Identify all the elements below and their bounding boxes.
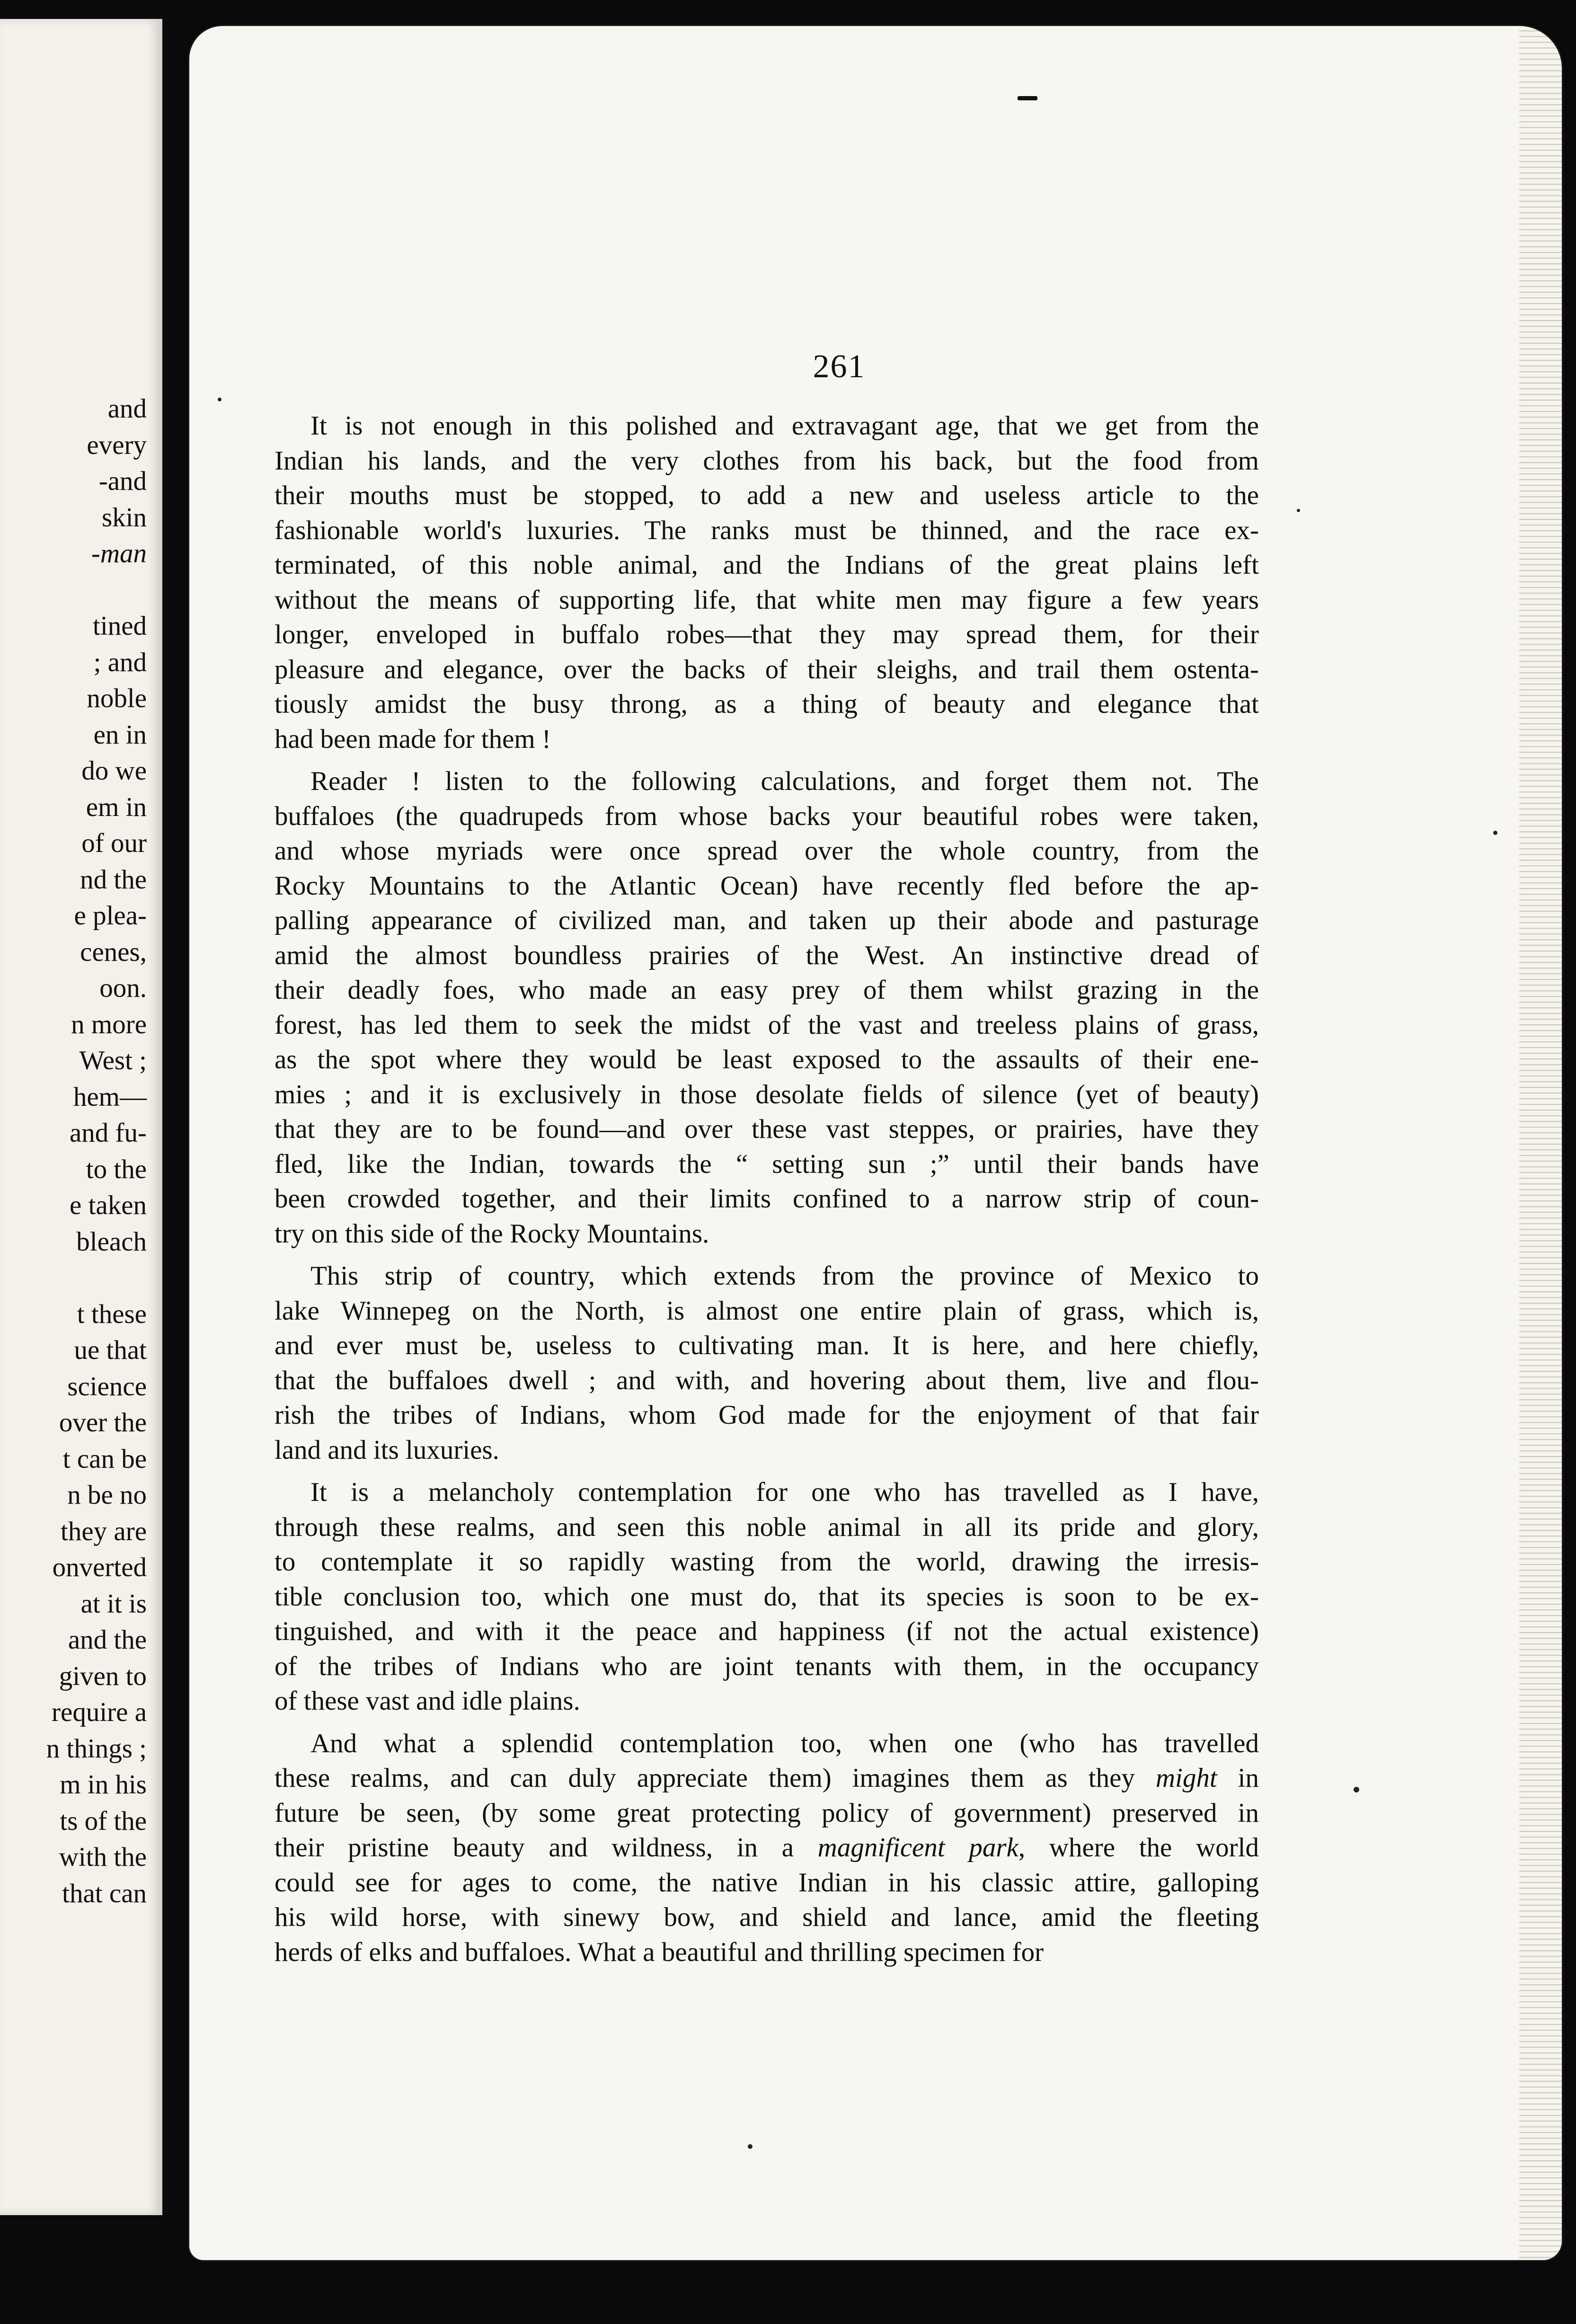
- previous-page-line: oon.: [99, 973, 147, 1003]
- previous-page-line: [46, 1260, 147, 1296]
- text-line: And what a splendid contemplation too, when one (who has travelled: [310, 1728, 1259, 1758]
- text-line: mies ; and it is exclusively in those desolate fields of silence (yet of beauty): [274, 1079, 1259, 1109]
- text-line: these realms, and can duly appreciate them) imagines them as they might in: [274, 1763, 1259, 1793]
- text-line: fled, like the Indian, towards the “ setting sun ;” until their bands have: [274, 1149, 1259, 1179]
- previous-page-line: e taken: [70, 1190, 147, 1220]
- text-line: buffaloes (the quadrupeds from whose backs your beautiful robes were taken,: [274, 801, 1259, 831]
- previous-page-edge: [0, 19, 162, 2215]
- previous-page-line: -man: [91, 539, 147, 568]
- previous-page-line: m in his: [60, 1770, 147, 1800]
- previous-page-line: of our: [81, 828, 147, 858]
- previous-page-line: n things ;: [46, 1733, 147, 1764]
- ink-speck: [1354, 1787, 1359, 1792]
- previous-page-line: West ;: [79, 1046, 147, 1075]
- previous-page-line: n more: [71, 1009, 147, 1039]
- previous-page-line: they are: [61, 1516, 147, 1546]
- previous-page-line: that can: [62, 1878, 147, 1908]
- previous-page-line: to the: [86, 1154, 147, 1184]
- text-line: their pristine beauty and wildness, in a magnificent park, where the world: [274, 1833, 1259, 1863]
- previous-page-line: with the: [59, 1842, 147, 1872]
- text-line: rish the tribes of Indians, whom God made for the enjoyment of that fair: [274, 1400, 1259, 1430]
- previous-page-line: noble: [87, 683, 147, 713]
- text-line: and whose myriads were once spread over the whole country, from the: [274, 836, 1259, 866]
- text-line: to contemplate it so rapidly wasting from the world, drawing the irresis-: [274, 1547, 1259, 1577]
- previous-page-line: do we: [81, 756, 147, 786]
- previous-page-text: [46, 391, 147, 1912]
- book-page: [189, 26, 1562, 2260]
- previous-page-line: e plea-: [74, 901, 147, 931]
- previous-page-line: ue that: [74, 1335, 147, 1365]
- page-edge-shadow: [1519, 26, 1562, 2260]
- text-line: land and its luxuries.: [274, 1435, 499, 1465]
- previous-page-line: [46, 572, 147, 609]
- text-line: fashionable world's luxuries. The ranks must be thinned, and the race ex-: [274, 515, 1259, 545]
- text-line: Rocky Mountains to the Atlantic Ocean) have recently fled before the ap-: [274, 870, 1259, 901]
- previous-page-line: bleach: [76, 1226, 147, 1257]
- paragraph: [274, 1259, 1259, 1467]
- previous-page-line: tined: [93, 611, 147, 641]
- ink-speck: [218, 398, 221, 401]
- ink-speck: [1297, 509, 1300, 512]
- previous-page-line: at it is: [80, 1588, 147, 1619]
- previous-page-line: en in: [93, 719, 147, 750]
- text-line: that they are to be found—and over these vast steppes, or prairies, have they: [274, 1114, 1259, 1144]
- previous-page-line: nd the: [80, 864, 147, 895]
- text-line: It is not enough in this polished and extravagant age, that we get from the: [310, 411, 1259, 441]
- previous-page-line: ; and: [93, 647, 147, 677]
- text-line: This strip of country, which extends from the province of Mexico to: [310, 1261, 1259, 1291]
- text-line: forest, has led them to seek the midst of the vast and treeless plains of grass,: [274, 1010, 1259, 1040]
- previous-page-line: t these: [77, 1299, 147, 1329]
- text-line: Indian his lands, and the very clothes from his back, but the food from: [274, 445, 1259, 476]
- text-line: had been made for them !: [274, 724, 551, 754]
- text-line: their deadly foes, who made an easy prey of them whilst grazing in the: [274, 975, 1259, 1005]
- text-line: been crowded together, and their limits confined to a narrow strip of coun-: [274, 1184, 1259, 1214]
- text-line: tinguished, and with it the peace and happiness (if not the actual existence): [274, 1616, 1259, 1646]
- previous-page-line: require a: [52, 1697, 147, 1727]
- paragraph: [274, 408, 1259, 756]
- text-line: Reader ! listen to the following calculations, and forget them not. The: [310, 766, 1259, 796]
- text-line: lake Winnepeg on the North, is almost one entire plain of grass, which is,: [274, 1295, 1259, 1326]
- previous-page-line: given to: [59, 1661, 147, 1691]
- text-line: of these vast and idle plains.: [274, 1686, 580, 1716]
- text-line: tiously amidst the busy throng, as a thing of beauty and elegance that: [274, 689, 1259, 719]
- previous-page-line: and the: [68, 1625, 147, 1655]
- print-mark: [1018, 96, 1037, 100]
- text-line: his wild horse, with sinewy bow, and shield and lance, amid the fleeting: [274, 1902, 1259, 1932]
- text-line: terminated, of this noble animal, and the Indians of the great plains left: [274, 550, 1259, 580]
- ink-speck: [748, 2144, 753, 2149]
- ink-speck: [1493, 831, 1497, 835]
- previous-page-line: -and: [98, 466, 147, 496]
- text-line: that the buffaloes dwell ; and with, and hovering about them, live and flou-: [274, 1365, 1259, 1395]
- text-line: amid the almost boundless prairies of the West. An instinctive dread of: [274, 940, 1259, 970]
- previous-page-line: n be no: [67, 1480, 147, 1510]
- page-body-text: [274, 408, 1259, 1977]
- previous-page-line: ts of the: [60, 1806, 147, 1836]
- previous-page-line: onverted: [52, 1552, 147, 1582]
- paragraph: [274, 1475, 1259, 1719]
- text-line: of the tribes of Indians who are joint tenants with them, in the occupancy: [274, 1651, 1259, 1681]
- previous-page-line: and fu-: [69, 1118, 147, 1148]
- previous-page-line: cenes,: [80, 937, 147, 967]
- previous-page-line: and: [107, 394, 147, 424]
- text-line: and ever must be, useless to cultivating man. It is here, and here chiefly,: [274, 1331, 1259, 1360]
- text-line: their mouths must be stopped, to add a new and useless article to the: [274, 480, 1259, 510]
- previous-page-line: t can be: [62, 1444, 147, 1474]
- page-number: 261: [813, 348, 866, 385]
- previous-page-line: skin: [101, 502, 147, 532]
- text-line: tible conclusion too, which one must do, that its species is soon to be ex-: [274, 1581, 1259, 1612]
- text-line: without the means of supporting life, that white men may figure a few years: [274, 585, 1259, 615]
- previous-page-line: em in: [86, 792, 147, 822]
- text-line: palling appearance of civilized man, and taken up their abode and pasturage: [274, 905, 1259, 935]
- paragraph: [274, 1726, 1259, 1970]
- previous-page-line: every: [87, 430, 147, 460]
- paragraph: [274, 764, 1259, 1251]
- text-line: pleasure and elegance, over the backs of their sleighs, and trail them ostenta-: [274, 654, 1259, 684]
- text-line: future be seen, (by some great protecting policy of government) preserved in: [274, 1798, 1259, 1828]
- text-line: try on this side of the Rocky Mountains.: [274, 1218, 709, 1249]
- previous-page-line: over the: [59, 1408, 147, 1437]
- text-line: longer, enveloped in buffalo robes—that they may spread them, for their: [274, 620, 1259, 649]
- text-line: herds of elks and buffaloes. What a beautiful and thrilling specimen for: [274, 1937, 1044, 1967]
- text-line: through these realms, and seen this noble animal in all its pride and glory,: [274, 1512, 1259, 1542]
- previous-page-line: science: [67, 1371, 147, 1401]
- text-line: It is a melancholy contemplation for one who has travelled as I have,: [310, 1477, 1259, 1507]
- text-line: as the spot where they would be least exposed to the assaults of their ene-: [274, 1045, 1259, 1074]
- text-line: could see for ages to come, the native Indian in his classic attire, galloping: [274, 1867, 1259, 1898]
- previous-page-line: hem—: [73, 1082, 147, 1112]
